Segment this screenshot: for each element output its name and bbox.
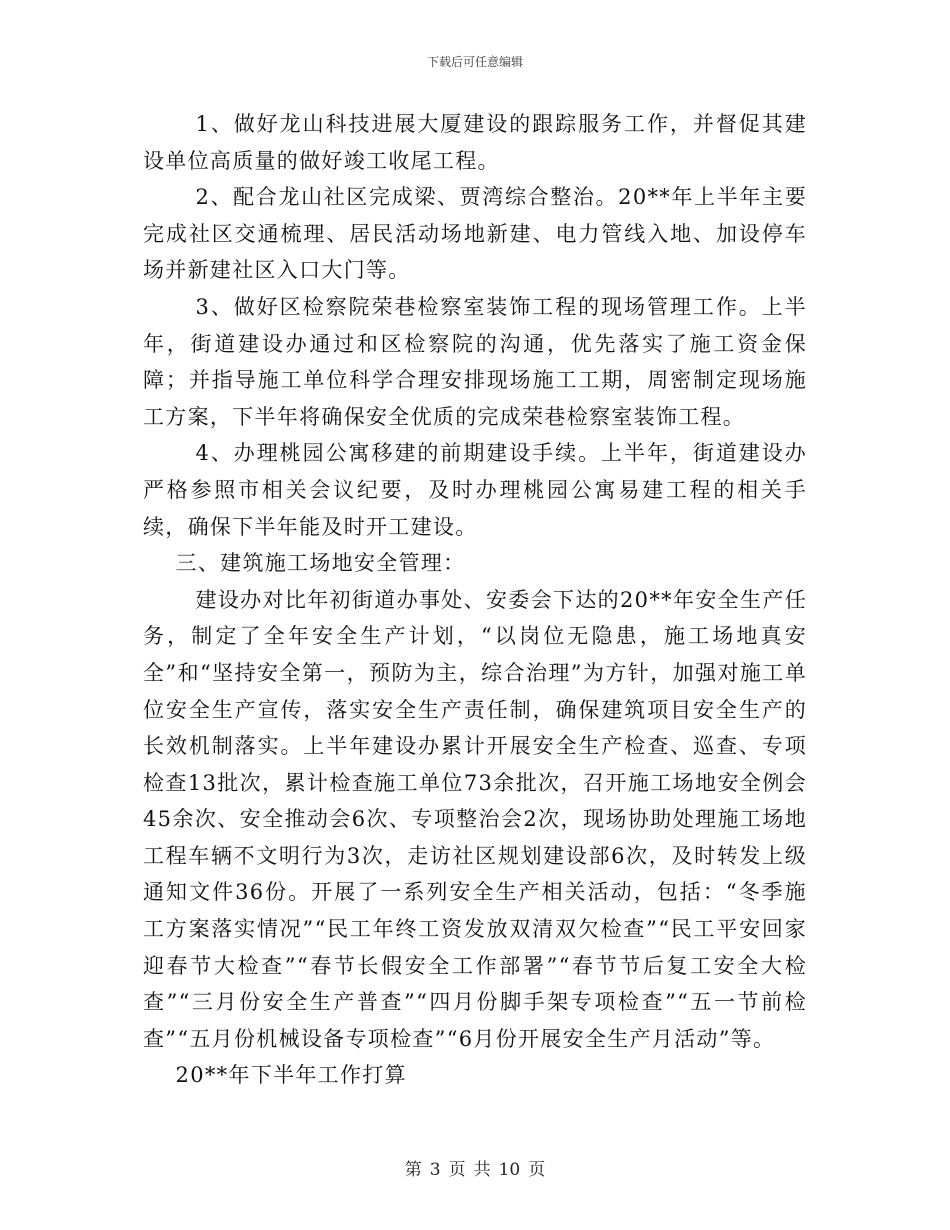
paragraph-safety-management: 建设办对比年初街道办事处、安委会下达的20**年安全生产任务，制定了全年安全生产计划，“以岗位无隐患，施工场地真安全”和“坚持安全第一，预防为主，综合治理”为方针，加强对施工单位安全生产宣传，落实安全生产责任制，确保建筑项目安全生产的长效机制落实。上半年建设办累计开展安全生产检查、巡查、专项检查13批次，累计检查施工单位73余批次，召开施工场地安全例会45余次、安全推动会6次、专项整治会2次，现场协助处理施工场地工程车辆不文明行为3次，走访社区规划建设部6次，及时转发上级通知文件36份。开展了一系列安全生产相关活动，包括：“冬季施工方案落实情况”“民工年终工资发放双清双欠检查”“民工平安回家迎春节大检查”“春节长假安全工作部署”“春节节后复工安全大检查”“三月份安全生产普查”“四月份脚手架专项检查”“五一节前检查”“五月份机械设备专项检查”“6月份开展安全生产月活动”等。 bbox=[143, 587, 807, 1051]
current-page-number: 3 bbox=[429, 1160, 441, 1180]
document-body bbox=[143, 106, 807, 1094]
section-heading-plan: 20**年下半年工作打算 bbox=[175, 1063, 407, 1088]
page-prefix: 第 bbox=[404, 1160, 422, 1180]
paragraph-item-2: 2、配合龙山社区完成梁、贾湾综合整治。20**年上半年主要完成社区交通梳理、居民活动场地新建、电力管线入地、加设停车场并新建社区入口大门等。 bbox=[143, 185, 807, 283]
section-heading-safety: 三、建筑施工场地安全管理： bbox=[175, 551, 466, 576]
page-mid-label: 页 bbox=[448, 1160, 466, 1180]
page-footer bbox=[0, 1155, 950, 1180]
total-label: 共 bbox=[473, 1160, 491, 1180]
page-suffix: 页 bbox=[528, 1160, 546, 1180]
paragraph-item-3: 3、做好区检察院荣巷检察室装饰工程的现场管理工作。上半年，街道建设办通过和区检察院的沟通，优先落实了施工资金保障；并指导施工单位科学合理安排现场施工工期，周密制定现场施工方案，下半年将确保安全优质的完成荣巷检察室装饰工程。 bbox=[143, 294, 807, 429]
paragraph-item-1: 1、做好龙山科技进展大厦建设的跟踪服务工作，并督促其建设单位高质量的做好竣工收尾工程。 bbox=[143, 112, 807, 173]
total-pages-number: 10 bbox=[498, 1160, 521, 1180]
paragraph-item-4: 4、办理桃园公寓移建的前期建设手续。上半年，街道建设办严格参照市相关会议纪要，及时办理桃园公寓易建工程的相关手续，确保下半年能及时开工建设。 bbox=[143, 441, 807, 539]
header-note: 下载后可任意编辑 bbox=[426, 55, 523, 69]
